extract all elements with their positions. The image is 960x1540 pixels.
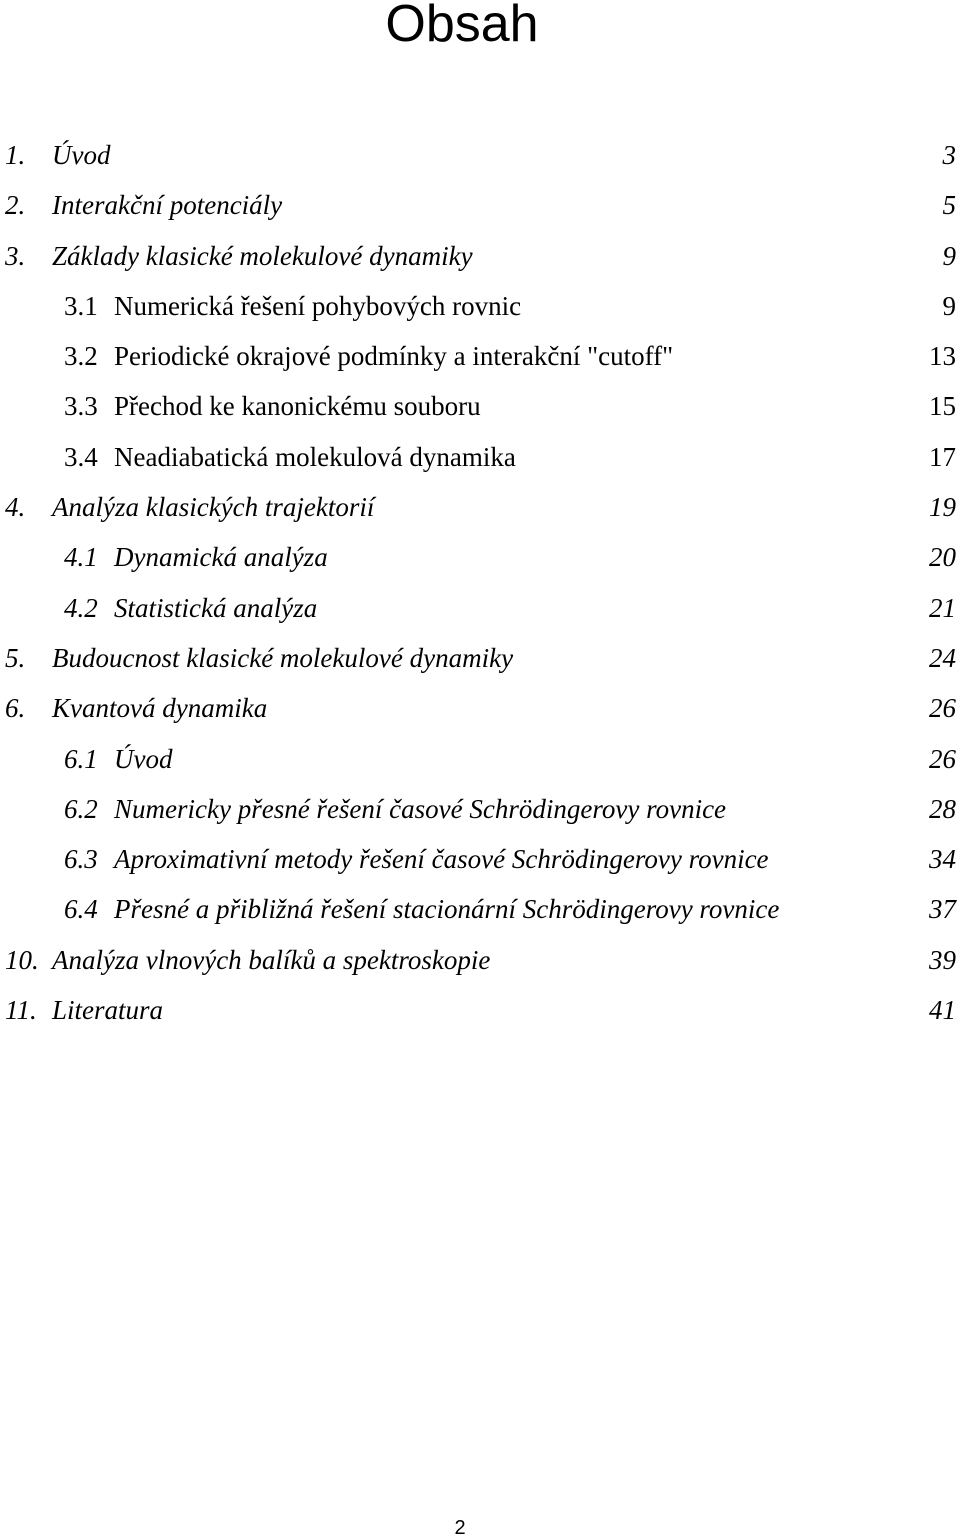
toc-entry-page: 13 — [929, 341, 956, 372]
page-title: Obsah — [385, 0, 539, 53]
toc-entry-label: Statistická analýza — [114, 592, 318, 623]
toc-entry-page: 19 — [929, 492, 956, 523]
toc-entry-3-3[interactable] — [0, 381, 960, 431]
toc-entry-number: 6.2 — [64, 793, 98, 824]
toc-entry-number: 10. — [5, 944, 39, 975]
toc-entry-3[interactable] — [0, 231, 960, 281]
toc-entry-label: Úvod — [52, 140, 111, 170]
toc-entry-number: 11. — [5, 995, 37, 1026]
toc-entry-label: Přechod ke kanonickému souboru — [114, 391, 481, 422]
page-number: 2 — [454, 1517, 466, 1539]
toc-entry-page: 20 — [929, 542, 956, 573]
toc-entry-number: 6. — [5, 693, 26, 724]
toc-entry-number: 3.1 — [64, 290, 98, 321]
toc-entry-page: 9 — [942, 290, 956, 321]
toc-entry-page: 21 — [929, 592, 956, 623]
toc-entry-label: Budoucnost klasické molekulové dynamiky — [52, 642, 514, 673]
toc-entry-6-4[interactable] — [0, 884, 960, 934]
toc-entry-label: Kvantová dynamika — [52, 693, 268, 724]
toc-entry-4-2[interactable] — [0, 583, 960, 633]
toc-entry-3-4[interactable] — [0, 432, 960, 482]
toc-entry-page: 24 — [929, 642, 956, 673]
toc-entry-number: 5. — [5, 642, 26, 673]
toc-entry-1[interactable] — [0, 130, 960, 180]
toc-entry-page: 28 — [929, 793, 956, 824]
toc-entry-label: Literatura — [52, 995, 164, 1026]
toc-entry-6-1[interactable] — [0, 734, 960, 784]
toc-entry-label: Numerická řešení pohybových rovnic — [114, 290, 522, 321]
toc-entry-number: 6.1 — [64, 743, 98, 774]
toc-entry-page: 15 — [929, 391, 956, 422]
toc-entry-label: Základy klasické molekulové dynamiky — [52, 240, 473, 271]
toc-entry-page: 39 — [929, 944, 956, 975]
toc-entry-label: Numericky přesné řešení časové Schrödingerovy rovnice — [114, 793, 727, 824]
toc-entry-page: 9 — [942, 240, 956, 271]
toc-entry-number: 4. — [5, 492, 26, 523]
toc-entry-label: Periodické okrajové podmínky a interakční "cutoff" — [114, 341, 674, 372]
toc-entry-10[interactable] — [0, 935, 960, 985]
toc-entry-page: 5 — [942, 190, 956, 221]
toc-entry-number: 4.1 — [64, 542, 98, 573]
toc-entry-2[interactable] — [0, 180, 960, 230]
toc-entry-6-3[interactable] — [0, 834, 960, 884]
toc-entry-label: Přesné a přibližná řešení stacionární Schrödingerovy rovnice — [114, 894, 780, 925]
toc-entry-6[interactable] — [0, 683, 960, 733]
toc-entry-number: 6.3 — [64, 844, 98, 875]
toc-entry-page: 3 — [942, 140, 956, 170]
toc-entry-label: Dynamická analýza — [114, 542, 328, 573]
toc-entry-3-1[interactable] — [0, 281, 960, 331]
toc-entry-number: 3.2 — [64, 341, 98, 372]
toc-entry-page: 34 — [929, 844, 956, 875]
toc-entry-label: Analýza klasických trajektorií — [52, 492, 375, 523]
toc-entry-4[interactable] — [0, 482, 960, 532]
toc-entry-label: Úvod — [114, 743, 173, 774]
toc-entry-6-2[interactable] — [0, 784, 960, 834]
toc-entry-number: 2. — [5, 190, 26, 221]
toc-entry-page: 37 — [929, 894, 956, 925]
toc-entry-page: 26 — [929, 743, 956, 774]
toc-entry-label: Interakční potenciály — [52, 190, 283, 221]
toc-entry-page: 26 — [929, 693, 956, 724]
toc-entry-page: 17 — [929, 441, 956, 472]
toc-entry-number: 3.3 — [64, 391, 98, 422]
toc-entry-label: Neadiabatická molekulová dynamika — [114, 441, 516, 472]
toc-entry-4-1[interactable] — [0, 532, 960, 582]
toc-entry-number: 3.4 — [64, 441, 98, 472]
toc-entry-page: 41 — [929, 995, 956, 1026]
toc-entry-11[interactable] — [0, 985, 960, 1035]
toc-entry-label: Analýza vlnových balíků a spektroskopie — [52, 944, 491, 975]
toc-entry-number: 6.4 — [64, 894, 98, 925]
toc-entry-number: 1. — [5, 140, 26, 170]
toc-entry-number: 3. — [5, 240, 26, 271]
toc-entry-3-2[interactable] — [0, 331, 960, 381]
toc-entry-label: Aproximativní metody řešení časové Schrödingerovy rovnice — [114, 844, 769, 875]
toc-entry-5[interactable] — [0, 633, 960, 683]
toc-entry-number: 4.2 — [64, 592, 98, 623]
table-of-contents — [0, 130, 960, 1035]
